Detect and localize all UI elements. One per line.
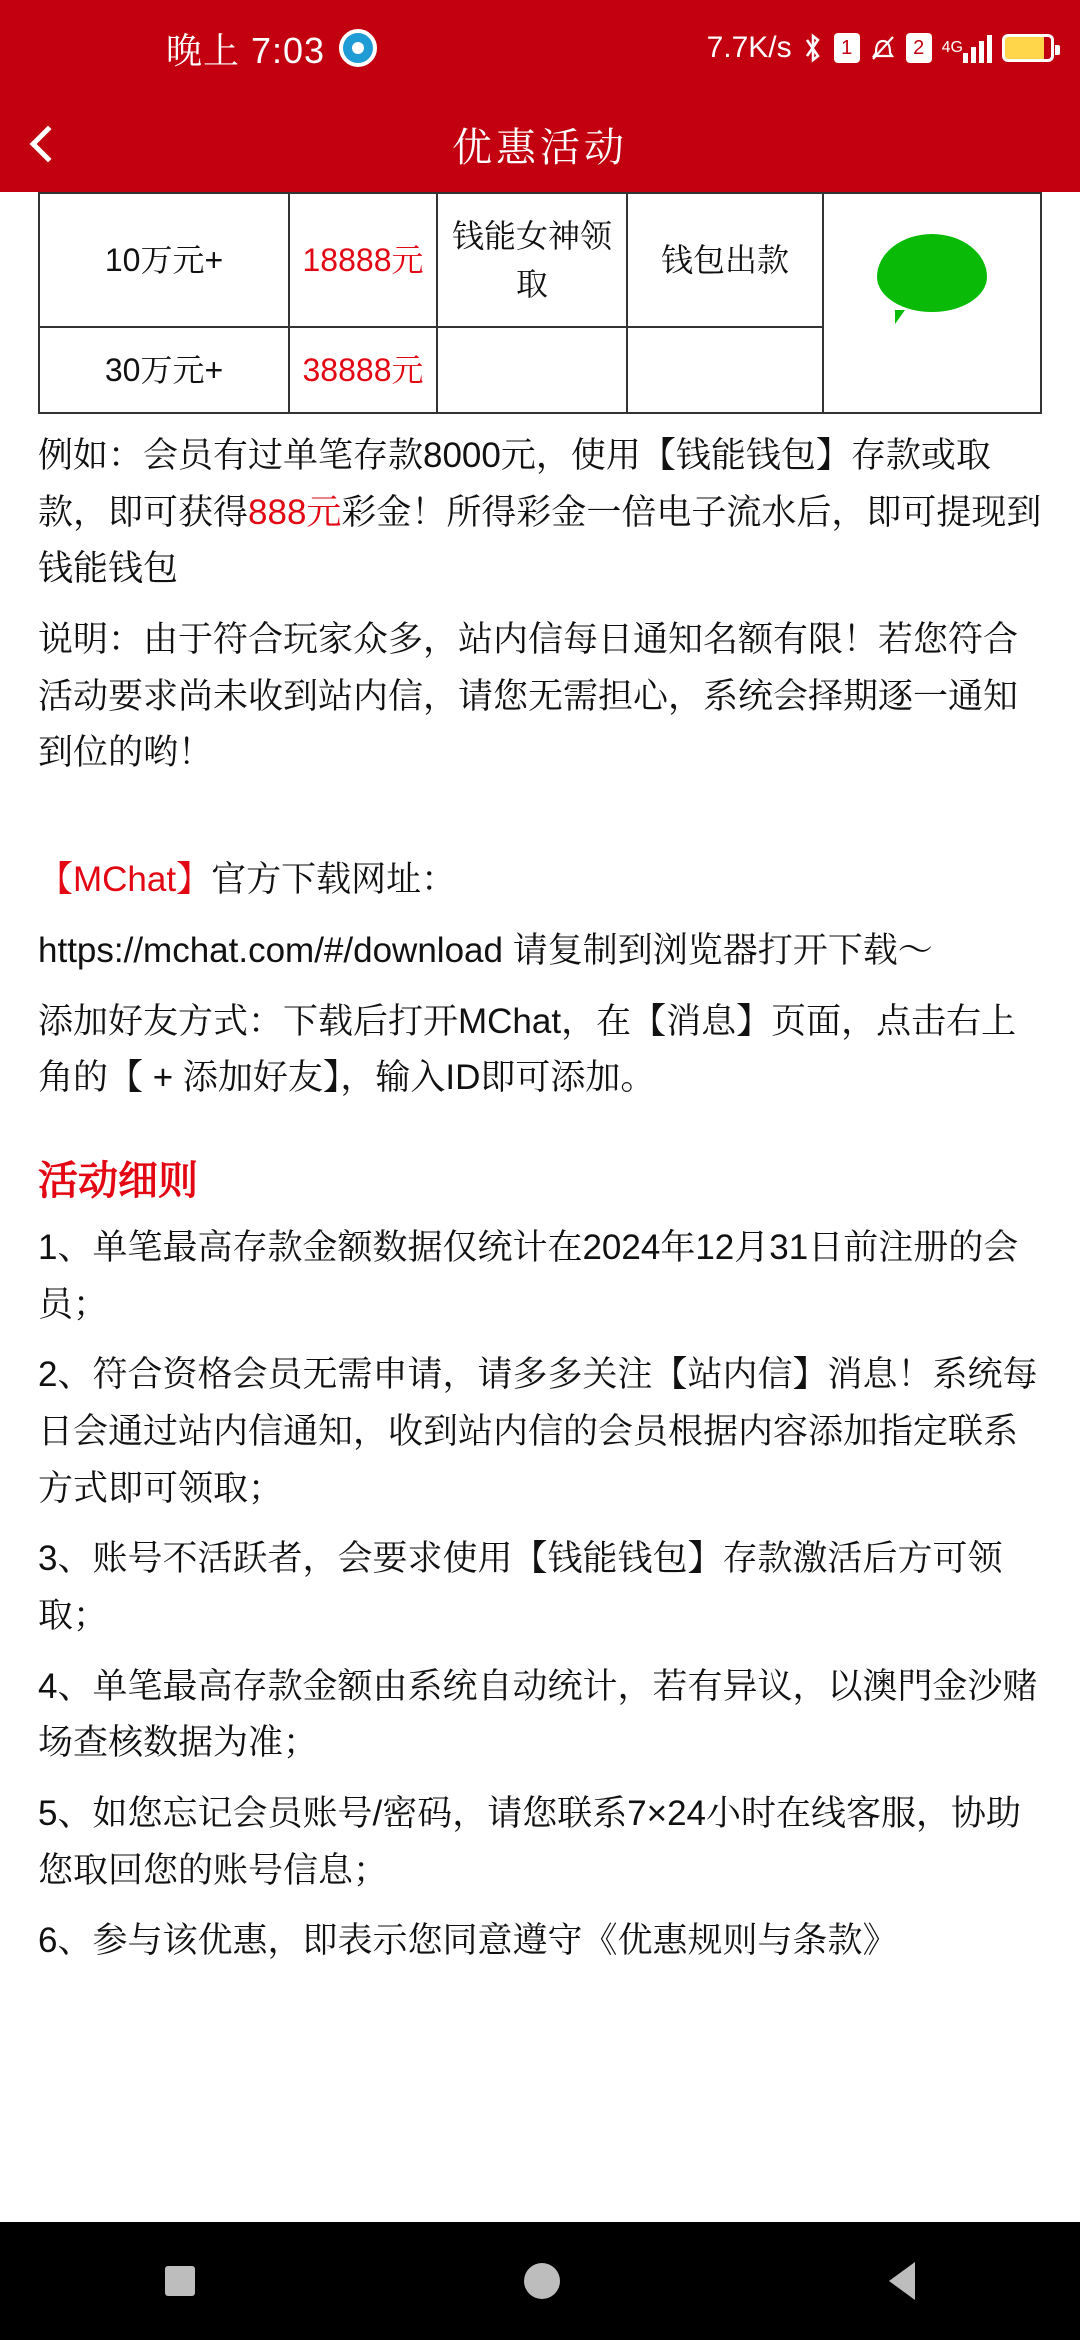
tier-cell: 30万元+ — [39, 327, 289, 413]
mchat-paragraph — [38, 852, 1042, 909]
bluetooth-icon — [802, 32, 824, 64]
example-text-part2: 彩金！所得彩金一倍电子流水后，即可提现到钱能钱包 — [38, 492, 1042, 589]
status-bar-left — [26, 23, 377, 74]
mchat-suffix: 官方下载网址： — [211, 860, 457, 900]
sim2-icon: 2 — [906, 33, 932, 63]
contact-cell[interactable] — [823, 193, 1041, 413]
app-bar — [0, 96, 1080, 192]
tier-cell: 10万元+ — [39, 193, 289, 327]
amount-cell: 38888元 — [289, 327, 437, 413]
rule-item: 5、如您忘记会员账号/密码，请您联系7×24小时在线客服，协助您取回您的账号信息； — [38, 1794, 1022, 1890]
example-highlight: 888元 — [248, 492, 342, 532]
table-row — [39, 193, 1041, 327]
payout-cell: 钱包出款 — [627, 193, 823, 327]
status-bar — [0, 0, 1080, 96]
mchat-url[interactable]: https://mchat.com/#/download — [38, 930, 503, 970]
amount-cell: 18888元 — [289, 193, 437, 327]
wechat-icon — [877, 234, 987, 312]
spacer — [38, 782, 1042, 838]
circle-icon[interactable] — [524, 2263, 560, 2299]
example-paragraph — [38, 428, 1042, 598]
triangle-back-icon[interactable] — [889, 2262, 915, 2300]
mchat-url-suffix: 请复制到浏览器打开下载～ — [502, 930, 933, 970]
signal-bars-icon — [942, 33, 992, 63]
sim-card-icon: 1 — [834, 33, 860, 63]
page-title: 优惠活动 — [452, 124, 628, 171]
mchat-url-paragraph — [38, 923, 1042, 980]
network-type-label: 4G — [941, 39, 963, 56]
add-friend-paragraph: 添加好友方式：下载后打开MChat，在【消息】页面，点击右上角的【 + 添加好友】，输入ID即可添加。 — [38, 1001, 1017, 1098]
status-time: 晚上 7:03 — [166, 29, 326, 71]
example-text-part1: 例如：会员有过单笔存款8000元，使用【钱能钱包】存款或取款，即可获得 — [38, 436, 991, 532]
system-nav-bar — [0, 2222, 1080, 2340]
mute-bell-icon — [870, 33, 896, 63]
promo-table — [38, 192, 1042, 414]
mchat-label: 【MChat】 — [38, 860, 212, 900]
net-speed-label: 7.7K/s — [706, 31, 792, 64]
rule-item: 3、账号不活跃者，会要求使用【钱能钱包】存款激活后方可领取； — [38, 1539, 1003, 1635]
battery-icon — [1002, 34, 1054, 62]
rule-item: 2、符合资格会员无需申请，请多多关注【站内信】消息！系统每日会通过站内信通知，收到站内信的会员根据内容添加指定联系方式即可领取； — [38, 1355, 1038, 1508]
method-cell: 钱能女神领取 — [437, 193, 627, 327]
promo-content[interactable] — [0, 192, 1080, 2270]
square-icon[interactable] — [165, 2266, 195, 2296]
rule-item: 1、单笔最高存款金额数据仅统计在2024年12月31日前注册的会员； — [38, 1227, 1019, 1324]
camera-dot-icon — [339, 29, 377, 67]
rules-title: 活动细则 — [38, 1158, 198, 1203]
status-bar-right — [707, 31, 1054, 65]
note-paragraph: 说明：由于符合玩家众多，站内信每日通知名额有限！若您符合活动要求尚未收到站内信，请您无需担心，系统会择期逐一通知到位的哟！ — [38, 620, 1019, 773]
rule-item: 4、单笔最高存款金额由系统自动统计，若有异议，以澳門金沙赌场查核数据为准； — [38, 1666, 1038, 1763]
rule-item: 6、参与该优惠，即表示您同意遵守《优惠规则与条款》 — [38, 1921, 898, 1961]
method-cell — [437, 327, 627, 413]
payout-cell — [627, 327, 823, 413]
